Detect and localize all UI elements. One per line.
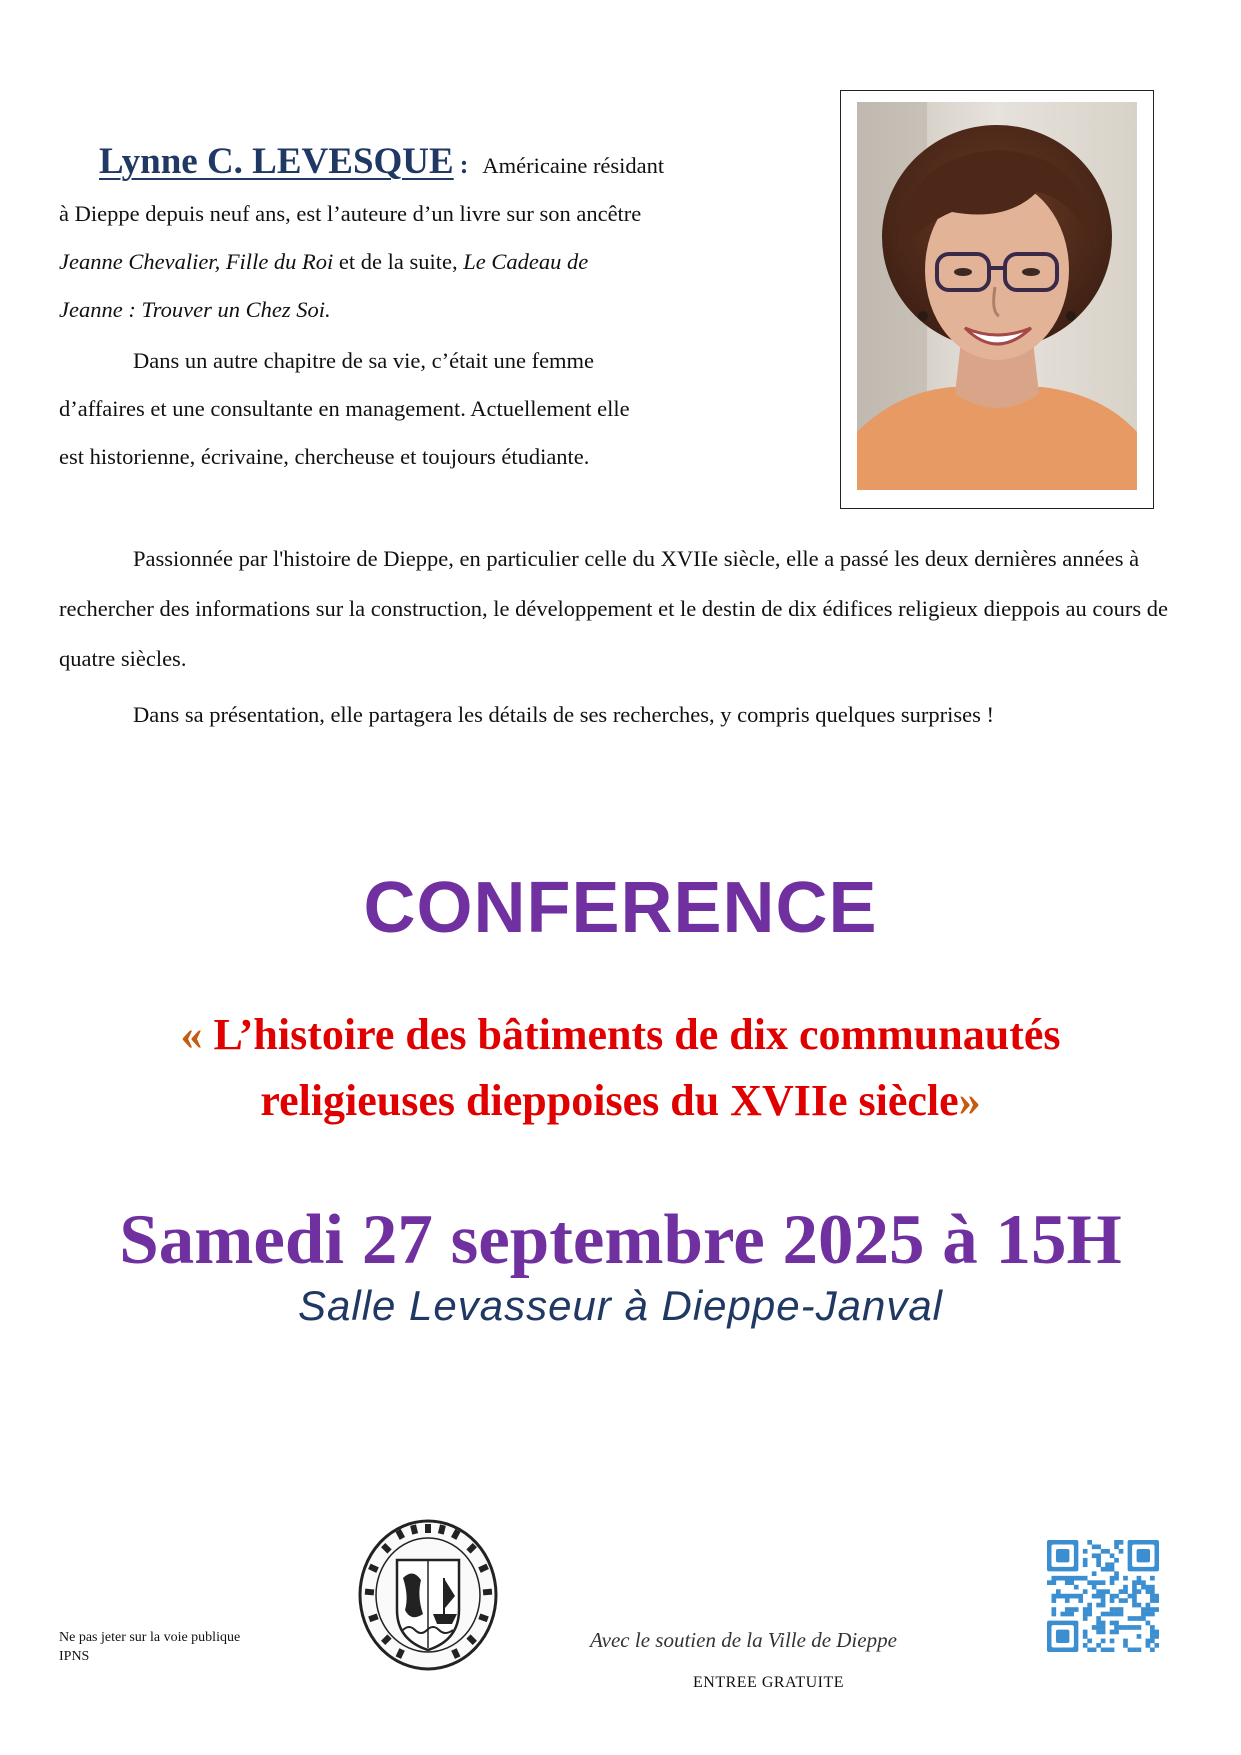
notice-line-1: Ne pas jeter sur la voie publique bbox=[59, 1630, 241, 1645]
talk-title-line-1 bbox=[0, 1002, 1241, 1068]
speaker-bio bbox=[59, 138, 834, 481]
speaker-photo bbox=[857, 102, 1137, 490]
speaker-research bbox=[59, 534, 1189, 746]
quote-close: » bbox=[958, 1076, 981, 1125]
speaker-photo-frame bbox=[840, 90, 1154, 509]
talk-title-line-2 bbox=[0, 1068, 1241, 1134]
association-seal-icon bbox=[357, 1518, 499, 1672]
quote-open: « bbox=[180, 1010, 203, 1059]
para-3: Passionnée par l'histoire de Dieppe, en particulier celle du XVIIe siècle, elle a passé les deux dernières années à rechercher des informations sur la construction, le développement et le destin de dix édifices religieux dieppois au cours de quatre siècles. bbox=[59, 546, 1169, 671]
speaker-intro-1: Américaine résidant bbox=[482, 153, 665, 178]
speaker-intro-2: à Dieppe depuis neuf ans, est l’auteure d’un livre sur son ancêtre bbox=[59, 201, 642, 226]
book-title-2b: Jeanne : Trouver un Chez Soi. bbox=[59, 297, 331, 322]
ipns-notice bbox=[59, 1628, 240, 1666]
conference-heading: CONFERENCE bbox=[363, 868, 878, 948]
book-title-1: Jeanne Chevalier, Fille du Roi bbox=[59, 249, 334, 274]
para-2-line-1: Dans un autre chapitre de sa vie, c’était une femme bbox=[133, 348, 595, 373]
notice-line-2: IPNS bbox=[59, 1649, 90, 1664]
speaker-name: Lynne C. LEVESQUE bbox=[99, 141, 454, 182]
speaker-books-line bbox=[59, 238, 834, 286]
para-4: Dans sa présentation, elle partagera les détails de ses recherches, y compris quelques surprises ! bbox=[133, 702, 994, 727]
book-title-2a: Le Cadeau de bbox=[463, 249, 589, 274]
qr-code-icon[interactable] bbox=[1047, 1540, 1159, 1652]
para-2-line-3: est historienne, écrivaine, chercheuse et toujours étudiante. bbox=[59, 444, 590, 469]
speaker-heading-line bbox=[59, 138, 834, 190]
free-entry-text: ENTREE GRATUITE bbox=[693, 1674, 845, 1691]
talk-line-2: religieuses dieppoises du XVIIe siècle bbox=[260, 1076, 959, 1125]
talk-title bbox=[0, 1002, 1241, 1134]
city-support-text: Avec le soutien de la Ville de Dieppe bbox=[590, 1628, 897, 1652]
event-venue: Salle Levasseur à Dieppe-Janval bbox=[297, 1282, 944, 1329]
speaker-colon: : bbox=[459, 150, 469, 179]
event-date: Samedi 27 septembre 2025 à 15H bbox=[119, 1201, 1122, 1279]
speaker-intro-3: et de la suite, bbox=[333, 249, 464, 274]
para-2-line-2: d’affaires et une consultante en management. Actuellement elle bbox=[59, 396, 630, 421]
talk-line-1: L’histoire des bâtiments de dix communautés bbox=[202, 1010, 1061, 1059]
